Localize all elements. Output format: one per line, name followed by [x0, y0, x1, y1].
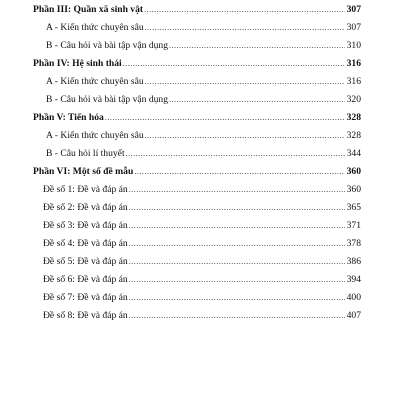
toc-page-number: 316 [345, 73, 361, 91]
toc-page-number: 320 [345, 91, 361, 109]
toc-entry-title: B - Câu hỏi và bài tập vận dụng [46, 37, 169, 55]
toc-entry-title: A - Kiến thức chuyên sâu [46, 127, 145, 145]
toc-entry-title: Đề số 5: Đề và đáp án [43, 253, 129, 271]
toc-part-title: Phần V: Tiến hóa [33, 109, 105, 127]
dot-leader [129, 235, 345, 253]
dot-leader [134, 163, 344, 181]
toc-page-number: 407 [345, 307, 361, 325]
toc-page-number: 307 [345, 19, 361, 37]
toc-part-title: Phần VI: Một số đề mẫu [33, 163, 134, 181]
toc-page-number: 316 [345, 55, 361, 73]
toc-entry-title: Đề số 7: Đề và đáp án [43, 289, 129, 307]
toc-entry-title: A - Kiến thức chuyên sâu [46, 73, 145, 91]
toc-entry-title: A - Kiến thức chuyên sâu [46, 19, 145, 37]
dot-leader [129, 199, 345, 217]
toc-entry[interactable] [33, 271, 361, 289]
toc-page-number: 360 [345, 181, 361, 199]
toc-page-number: 328 [345, 127, 361, 145]
table-of-contents [33, 1, 361, 325]
dot-leader [169, 37, 345, 55]
dot-leader [144, 1, 345, 19]
toc-entry[interactable] [33, 307, 361, 325]
toc-entry[interactable] [33, 199, 361, 217]
toc-entry[interactable] [33, 37, 361, 55]
toc-entry-title: Đề số 8: Đề và đáp án [43, 307, 129, 325]
dot-leader [129, 253, 345, 271]
dot-leader [126, 145, 345, 163]
toc-entry-title: Đề số 4: Đề và đáp án [43, 235, 129, 253]
toc-page-number: 386 [345, 253, 361, 271]
toc-entry[interactable] [33, 181, 361, 199]
toc-entry-title: B - Câu hỏi và bài tập vận dụng [46, 91, 169, 109]
toc-page-number: 394 [345, 271, 361, 289]
toc-entry-title: Đề số 3: Đề và đáp án [43, 217, 129, 235]
dot-leader [105, 109, 345, 127]
toc-entry[interactable] [33, 217, 361, 235]
toc-page-number: 371 [345, 217, 361, 235]
toc-part-5[interactable] [33, 109, 361, 127]
dot-leader [145, 19, 345, 37]
toc-page-number: 360 [345, 163, 361, 181]
toc-part-title: Phần IV: Hệ sinh thái [33, 55, 123, 73]
toc-page-number: 307 [345, 1, 361, 19]
toc-entry[interactable] [33, 235, 361, 253]
dot-leader [129, 289, 345, 307]
dot-leader [145, 127, 345, 145]
toc-page-number: 378 [345, 235, 361, 253]
toc-page-number: 310 [345, 37, 361, 55]
toc-page-number: 344 [345, 145, 361, 163]
toc-entry-title: Đề số 1: Đề và đáp án [43, 181, 129, 199]
toc-entry[interactable] [33, 253, 361, 271]
toc-page-number: 400 [345, 289, 361, 307]
dot-leader [129, 271, 345, 289]
toc-entry[interactable] [33, 73, 361, 91]
toc-entry[interactable] [33, 127, 361, 145]
dot-leader [129, 181, 345, 199]
toc-entry[interactable] [33, 289, 361, 307]
toc-entry-title: Đề số 2: Đề và đáp án [43, 199, 129, 217]
dot-leader [169, 91, 345, 109]
toc-page-number: 365 [345, 199, 361, 217]
toc-part-4[interactable] [33, 55, 361, 73]
toc-entry-title: Đề số 6: Đề và đáp án [43, 271, 129, 289]
toc-page-number: 328 [345, 109, 361, 127]
toc-entry[interactable] [33, 145, 361, 163]
dot-leader [129, 307, 345, 325]
toc-part-3[interactable] [33, 1, 361, 19]
toc-entry[interactable] [33, 91, 361, 109]
dot-leader [145, 73, 345, 91]
toc-entry[interactable] [33, 19, 361, 37]
toc-part-title: Phần III: Quần xã sinh vật [33, 1, 144, 19]
dot-leader [129, 217, 345, 235]
dot-leader [123, 55, 345, 73]
toc-part-6[interactable] [33, 163, 361, 181]
toc-entry-title: B - Câu hỏi lí thuyết [46, 145, 126, 163]
